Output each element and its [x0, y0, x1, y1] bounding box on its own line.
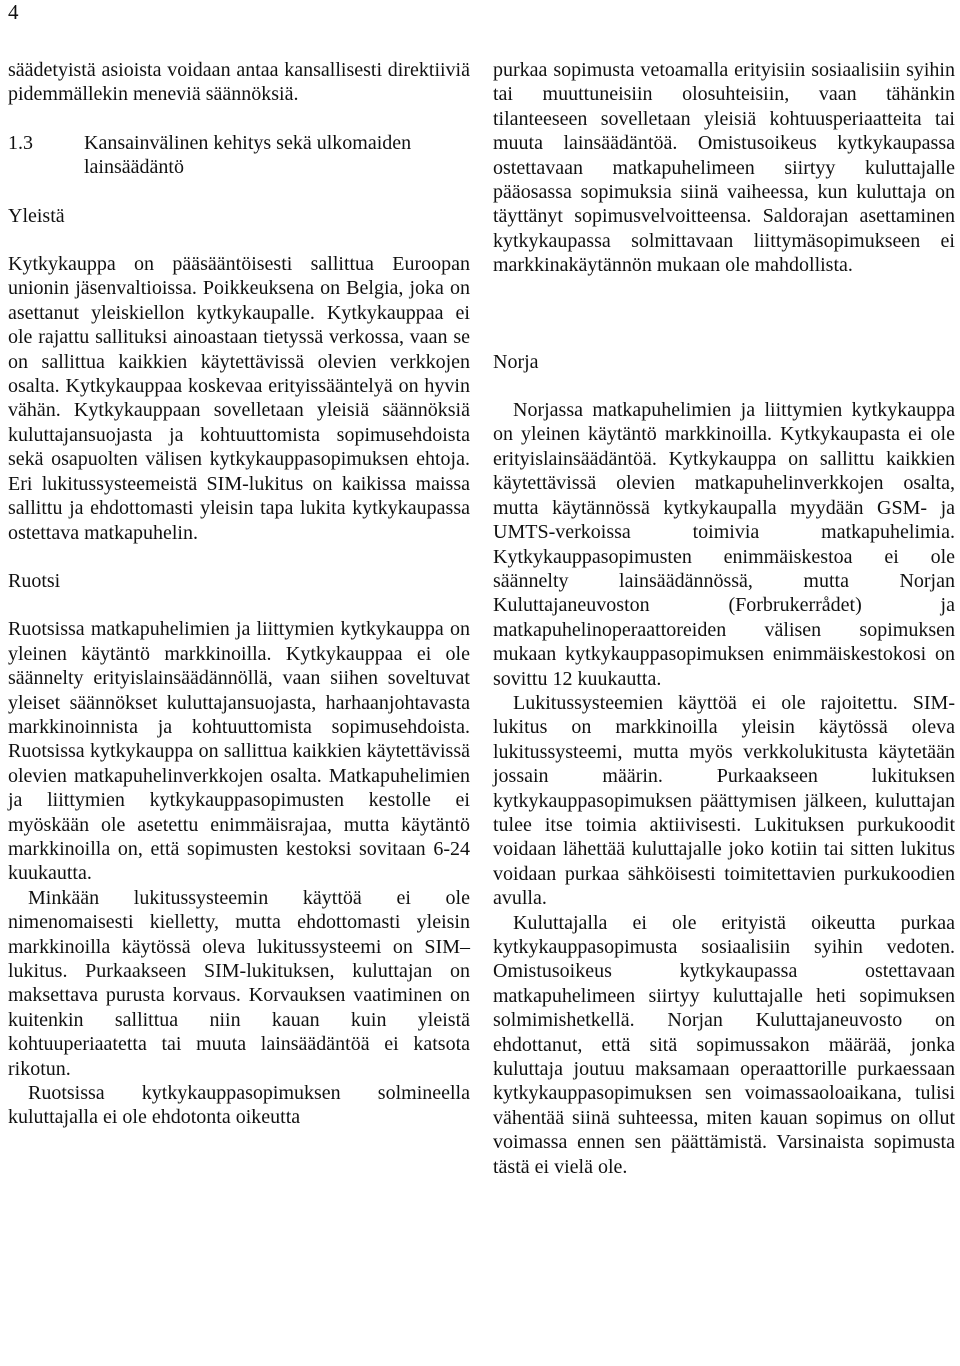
sweden-paragraph-3: Ruotsissa kytkykauppasopimuksen solmineella kuluttajalla ei ole ehdotonta oikeutta [8, 1082, 470, 1129]
page-number: 4 [8, 0, 19, 24]
left-column [8, 58, 470, 1130]
sweden-paragraph-1: Ruotsissa matkapuhelimien ja liittymien kytkykauppa on yleinen käytäntö markkinoilla. Kytkykauppaa ei ole säännelty erityislainsäädännöllä, vaan siihen soveltuvat yleiset säännökset kuluttajansuojasta, harhaanjohtavasta markkinoinnista ja kohtuuttomista sopimusehdoista. Ruotsissa kytkykauppa on sallittua kaikkien käytettävissä olevien matkapuhelinverkkojen osalta. Matkapuhelimien ja liittymien kytkykauppasopimusten kestolle ei myöskään ole asetettu enimmäisrajaa, mutta käytäntö markkinoilla on, että sopimusten kestoksi sovitaan 6-24 kuukautta. [8, 618, 470, 885]
section-heading [8, 131, 470, 180]
section-title: Kansainvälinen kehitys sekä ulkomaiden lainsäädäntö [84, 131, 412, 179]
norway-paragraph-3: Kuluttajalla ei ole erityistä oikeutta purkaa kytkykauppasopimusta sosiaalisiin syihin vedoten. Omistusoikeus kytkykaupassa ostettavaan matkapuhelimeen siirtyy kuluttajalle heti sopimuksen solmimishetkellä. Norjan Kuluttajaneuvosto on ehdottanut, että sitä sopimussakon määrää, jonka kuluttaja joutuu maksamaan operaattorille purkaessaan kytkykauppasopimuksen sen voimassaoloaikana, tulisi vähentää siinä suhteessa, miten kauan sopimus on ollut voimassa ennen sen päättämistä. Varsinaista sopimusta tästä ei vielä ole. [493, 911, 955, 1178]
general-paragraph: Kytkykauppa on pääsääntöisesti sallittua Euroopan unionin jäsenvaltioissa. Poikkeuksena on Belgia, joka on asettanut yleiskiellon kytkykaupalle. Kytkykauppaa ei ole rajattu sallituksi ainoastaan tietyssä verkossa, vaan se on sallittua kaikkien käytettävissä olevien verkkojen osalta. Kytkykauppaa koskevaa erityissääntelyä on hyvin vähän. Kytkykauppaan sovelletaan yleisiä säännöksiä kuluttajansuojasta ja kohtuuttomista sopimusehdoista sekä osapuolten välisen kytkykauppasopimuksen ehtoja. Eri lukitussysteemeistä SIM-lukitus on kaikissa maissa sallittu ja ehdottomasti yleisin tapa lukita kytkykaupassa ostettava matkapuhelin. [8, 253, 470, 544]
continuation-paragraph: purkaa sopimusta vetoamalla erityisiin sosiaalisiin syihin tai muuttuneisiin olosuhteisiin, vaan tähänkin tilanteeseen sovelletaan yleisiä kohtuusperiaatteita tai muuta lainsäädäntöä. Omistusoikeus kytkykaupassa ostettavaan matkapuhelimeen siirtyy kuluttajalle pääosassa sopimuksia siinä vaiheessa, kun kuluttaja on täyttänyt sopimusvelvoitteensa. Saldorajan asettaminen kytkykaupassa solmittavaan liittymäsopimukseen ei markkinakäytännön mukaan ole mahdollista. [493, 59, 955, 277]
subheading-general: Yleistä [8, 204, 65, 227]
intro-paragraph: säädetyistä asioista voidaan antaa kansallisesti direktiiviä pidemmällekin meneviä säännöksiä. [8, 59, 470, 106]
subheading-sweden: Ruotsi [8, 569, 61, 592]
norway-paragraph-2: Lukitussysteemien käyttöä ei ole rajoitettu. SIM-lukitus on markkinoilla yleisin käytössä oleva lukitussysteemi, mutta myös verkkolukitusta käytetään jossain määrin. Purkaakseen lukituksen kytkykauppasopimuksen päättymisen jälkeen, kuluttajan tulee itse toimia aktiivisesti. Lukituksen purkukoodit voidaan lähettää kuluttajalle joko kotiin tai sitten lukitus voidaan purkaa sähköisesti toimitettavien purkukoodien avulla. [493, 691, 955, 910]
section-number: 1.3 [8, 131, 33, 154]
right-column [493, 58, 955, 1179]
sweden-paragraph-2: Minkään lukitussysteemin käyttöä ei ole nimenomaisesti kielletty, mutta ehdottomasti yleisin markkinoilla käytössä oleva lukitussysteemi on SIM–lukitus. Purkaakseen SIM-lukituksen, kuluttajan on maksettava purusta korvaus. Korvauksen vaatiminen on kuitenkin sallittua niin kauan kuin yleistä kohtuuperiaatetta tai muuta lainsäädäntöä ei katsota rikotun. [8, 886, 470, 1080]
subheading-norway: Norja [493, 350, 539, 373]
norway-paragraph-1: Norjassa matkapuhelimien ja liittymien kytkykauppa on yleinen käytäntö markkinoilla. Kytkykaupasta ei ole erityislainsäädäntöä. Kytkykauppa on sallittu kaikkien käytettävissä olevien matkapuhelinverkkojen osalta, mutta käytännössä kytkykaupalla myydään GSM- ja UMTS-verkoissa toimivia matkapuhelimia. Kytkykauppasopimusten enimmäiskestoa ei ole säännelty lainsäädännössä, mutta Norjan Kuluttajaneuvoston (Forbrukerrådet) ja matkapuhelinoperaattoreiden välisen sopimuksen mukaan kytkykauppasopimuksen enimmäiskestokosi on sovittu 12 kuukautta. [493, 399, 955, 690]
